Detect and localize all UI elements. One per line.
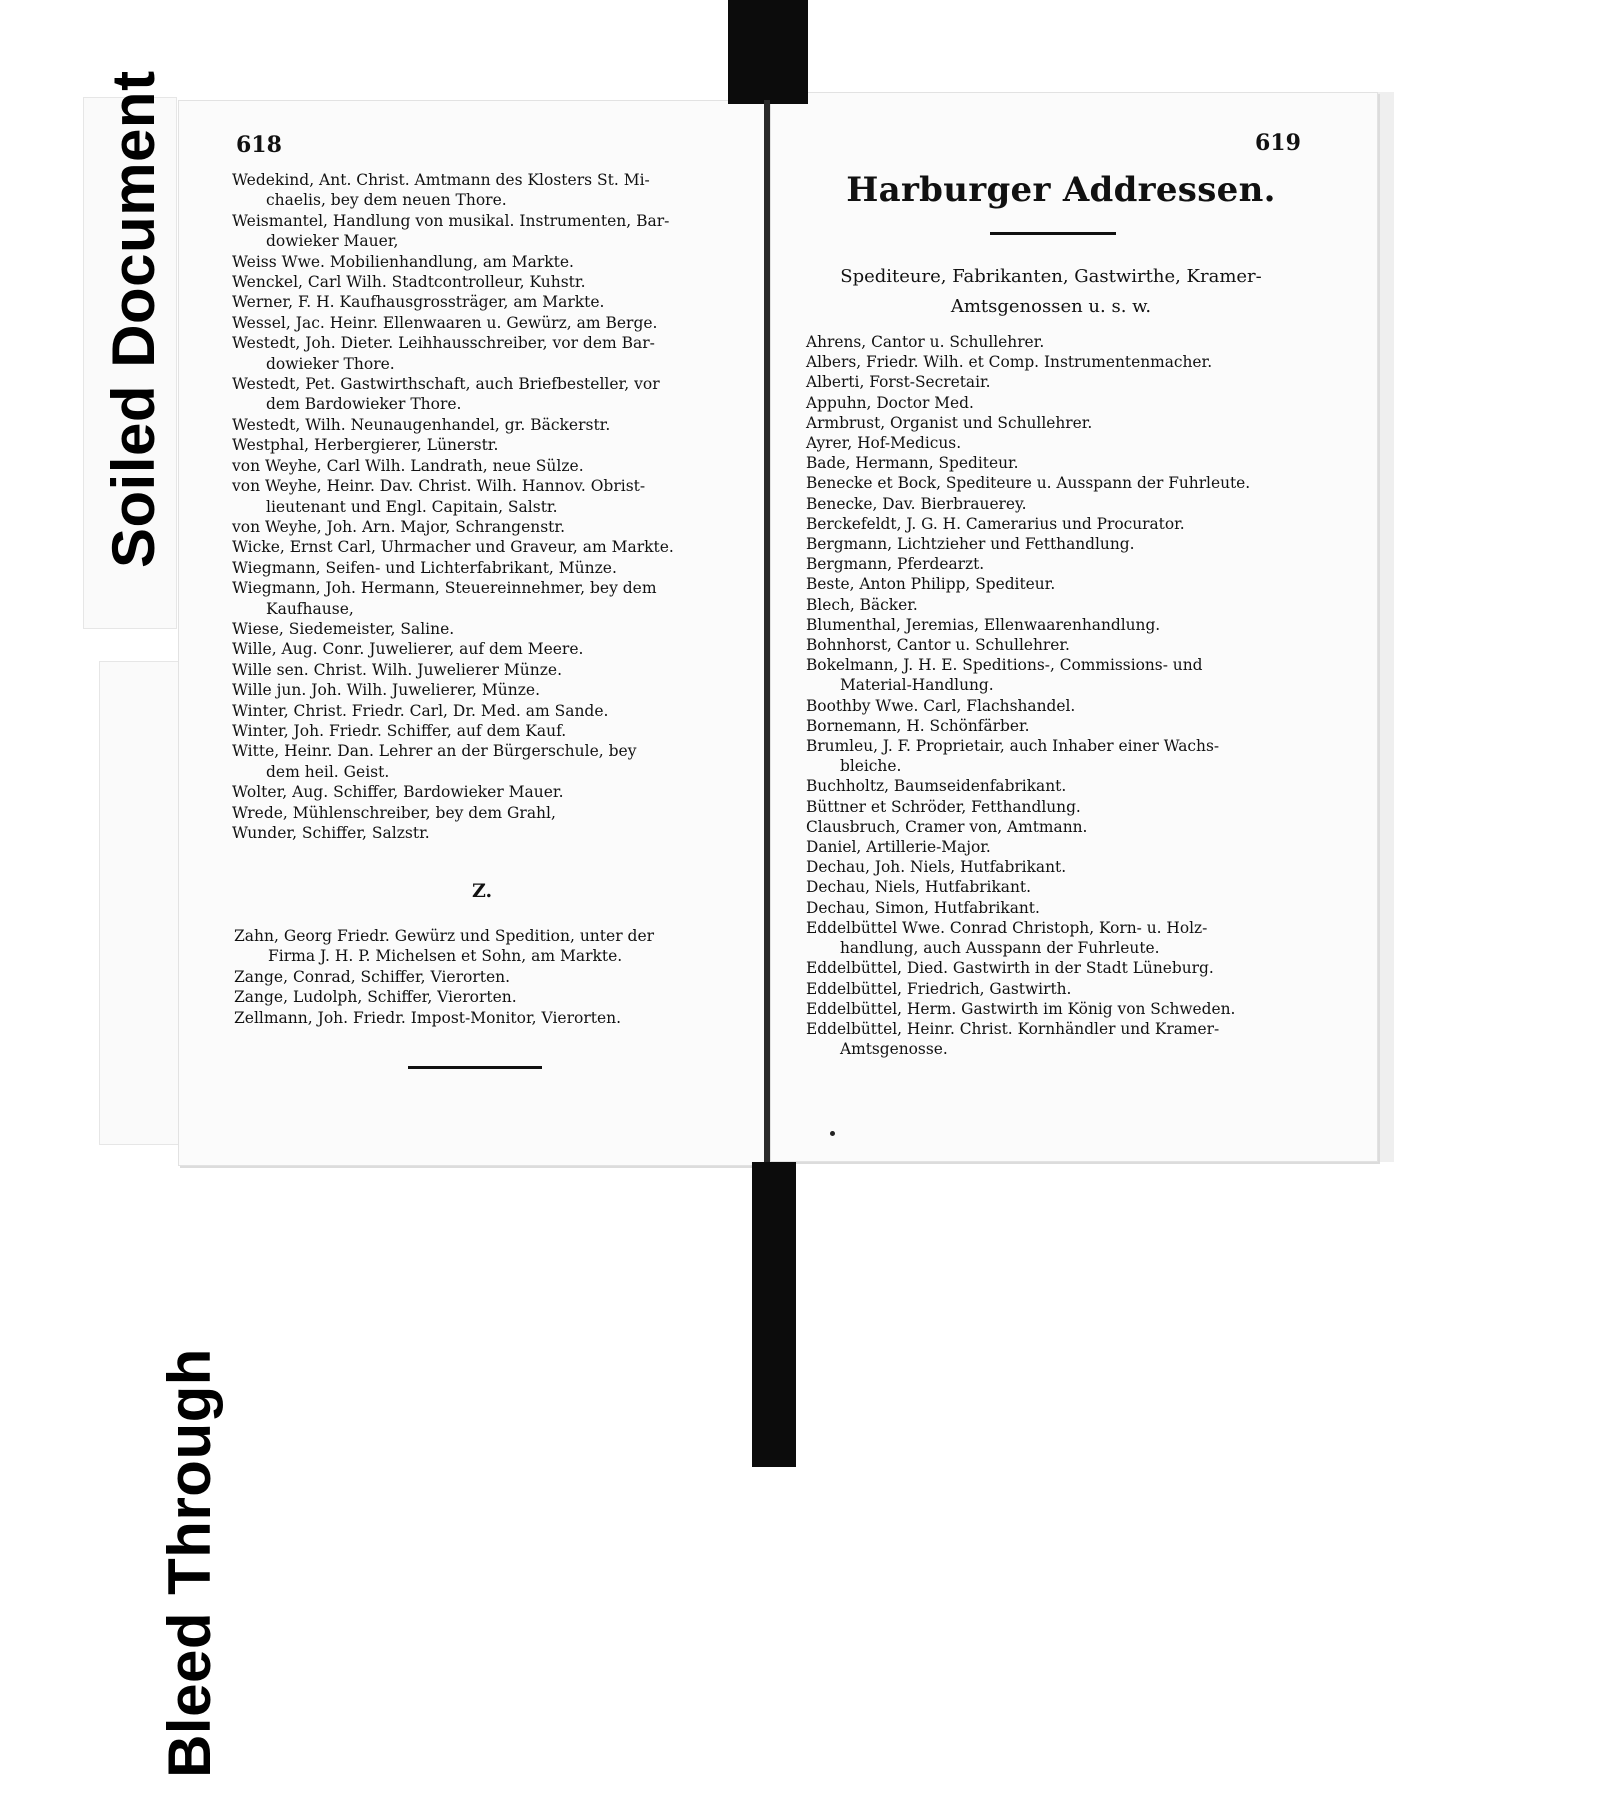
- list-item: Wiegmann, Joh. Hermann, Steuereinnehmer, bey dem: [232, 579, 657, 598]
- list-item-continuation: dem heil. Geist.: [266, 762, 390, 781]
- list-item: Wunder, Schiffer, Salzstr.: [232, 824, 430, 842]
- list-item: Buchholtz, Baumseidenfabrikant.: [806, 777, 1067, 796]
- list-item-continuation: bleiche.: [840, 757, 902, 776]
- list-item: Beste, Anton Philipp, Spediteur.: [806, 575, 1056, 594]
- list-item: von Weyhe, Joh. Arn. Major, Schrangenstr.: [232, 517, 566, 536]
- list-item-continuation: dem Bardowieker Thore.: [266, 395, 462, 414]
- list-item: Albers, Friedr. Wilh. et Comp. Instrumentenmacher.: [806, 353, 1213, 372]
- list-item: Bergmann, Pferdearzt.: [806, 555, 985, 574]
- list-item: Alberti, Forst-Secretair.: [806, 373, 991, 392]
- bleed-through-label-strip: [100, 662, 223, 1778]
- list-item: Blech, Bäcker.: [806, 595, 918, 614]
- list-item: Eddelbüttel, Died. Gastwirth in der Stadt Lüneburg.: [806, 959, 1214, 978]
- list-item: Westedt, Wilh. Neunaugenhandel, gr. Bäckerstr.: [232, 415, 611, 434]
- list-item: Wenckel, Carl Wilh. Stadtcontrolleur, Kuhstr.: [232, 273, 586, 292]
- list-item: Wessel, Jac. Heinr. Ellenwaaren u. Gewürz, am Berge.: [232, 313, 658, 332]
- soiled-document-label: Soiled Document: [100, 70, 167, 568]
- list-item: Berckefeldt, J. G. H. Camerarius und Procurator.: [806, 514, 1185, 533]
- book-gutter: [764, 100, 770, 1166]
- list-item-continuation: chaelis, bey dem neuen Thore.: [266, 191, 507, 210]
- list-item: Ayrer, Hof-Medicus.: [806, 434, 962, 453]
- list-item: Wille sen. Christ. Wilh. Juwelierer Münze.: [232, 660, 562, 679]
- list-item: Armbrust, Organist und Schullehrer.: [806, 413, 1093, 432]
- list-item-continuation: dowieker Thore.: [266, 354, 395, 373]
- list-item: Winter, Joh. Friedr. Schiffer, auf dem Kauf.: [232, 721, 567, 740]
- bleed-through-label: Bleed Through: [156, 1348, 223, 1778]
- list-item: Benecke, Dav. Bierbrauerey.: [806, 494, 1027, 513]
- list-item: Zange, Ludolph, Schiffer, Vierorten.: [234, 988, 517, 1007]
- list-item: Wiese, Siedemeister, Saline.: [232, 619, 455, 638]
- list-item: Eddelbüttel Wwe. Conrad Christoph, Korn- u. Holz-: [806, 918, 1208, 937]
- end-rule-left: [408, 1066, 542, 1069]
- list-item-continuation: Amtsgenosse.: [840, 1040, 948, 1059]
- section-heading-z: Z.: [472, 880, 493, 902]
- list-item: Bade, Hermann, Spediteur.: [806, 454, 1019, 473]
- list-item-continuation: Material-Handlung.: [840, 676, 994, 695]
- heading-rule: [990, 232, 1116, 235]
- list-item: Dechau, Joh. Niels, Hutfabrikant.: [806, 858, 1067, 877]
- list-item-continuation: handlung, auch Ausspann der Fuhrleute.: [840, 939, 1160, 958]
- list-item: Brumleu, J. F. Proprietair, auch Inhaber einer Wachs-: [806, 737, 1220, 756]
- list-item: Ahrens, Cantor u. Schullehrer.: [806, 333, 1045, 351]
- list-item: Daniel, Artillerie-Major.: [806, 838, 991, 857]
- page-subtitle: [802, 262, 1300, 322]
- list-item: Winter, Christ. Friedr. Carl, Dr. Med. am Sande.: [232, 701, 609, 720]
- list-item: von Weyhe, Carl Wilh. Landrath, neue Sülze.: [232, 456, 584, 475]
- list-item: Dechau, Simon, Hutfabrikant.: [806, 898, 1040, 917]
- list-item: Witte, Heinr. Dan. Lehrer an der Bürgerschule, bey: [232, 742, 637, 761]
- page-number-right: 619: [1255, 130, 1301, 156]
- list-item: Eddelbüttel, Friedrich, Gastwirth.: [806, 979, 1072, 998]
- page-number-left: 618: [236, 132, 282, 158]
- page-heading: Harburger Addressen.: [846, 170, 1276, 210]
- list-item: Boothby Wwe. Carl, Flachshandel.: [806, 696, 1076, 715]
- ink-speck: [830, 1131, 835, 1136]
- list-item: Wicke, Ernst Carl, Uhrmacher und Graveur, am Markte.: [232, 538, 674, 557]
- list-item: Wolter, Aug. Schiffer, Bardowieker Mauer.: [232, 783, 564, 802]
- left-entry-list: [232, 170, 752, 843]
- list-item-continuation: Firma J. H. P. Michelsen et Sohn, am Markte.: [268, 947, 623, 966]
- list-item: Wedekind, Ant. Christ. Amtmann des Klosters St. Mi-: [232, 171, 650, 189]
- list-item: Appuhn, Doctor Med.: [806, 393, 974, 412]
- binding-strap-top: [728, 0, 808, 104]
- subtitle-line: Spediteure, Fabrikanten, Gastwirthe, Kramer-: [840, 266, 1262, 287]
- list-item: Wrede, Mühlenschreiber, bey dem Grahl,: [232, 803, 556, 822]
- list-item: Benecke et Bock, Spediteure u. Ausspann der Fuhrleute.: [806, 474, 1251, 493]
- list-item: Dechau, Niels, Hutfabrikant.: [806, 878, 1031, 897]
- z-entry-list: [234, 926, 754, 1028]
- list-item: Bokelmann, J. H. E. Speditions-, Commissions- und: [806, 656, 1203, 675]
- soiled-document-label-strip: [84, 70, 176, 628]
- list-item: Zange, Conrad, Schiffer, Vierorten.: [234, 967, 511, 986]
- list-item: Bornemann, H. Schönfärber.: [806, 716, 1030, 735]
- list-item: Zahn, Georg Friedr. Gewürz und Spedition, unter der: [234, 927, 655, 945]
- right-entry-list: [806, 332, 1326, 1059]
- list-item: Bergmann, Lichtzieher und Fetthandlung.: [806, 535, 1135, 554]
- list-item-continuation: Kaufhause,: [266, 599, 354, 618]
- list-item: Westedt, Pet. Gastwirthschaft, auch Briefbesteller, vor: [232, 375, 660, 394]
- list-item: Westphal, Herbergierer, Lünerstr.: [232, 436, 499, 455]
- list-item: Büttner et Schröder, Fetthandlung.: [806, 797, 1081, 816]
- list-item: Weismantel, Handlung von musikal. Instrumenten, Bar-: [232, 211, 670, 230]
- list-item: Wiegmann, Seifen- und Lichterfabrikant, Münze.: [232, 558, 617, 577]
- subtitle-line: Amtsgenossen u. s. w.: [950, 296, 1152, 317]
- list-item: Wille jun. Joh. Wilh. Juwelierer, Münze.: [232, 681, 541, 700]
- list-item-continuation: dowieker Mauer,: [266, 232, 399, 251]
- list-item: Eddelbüttel, Heinr. Christ. Kornhändler und Kramer-: [806, 1019, 1220, 1038]
- list-item: Eddelbüttel, Herm. Gastwirth im König von Schweden.: [806, 999, 1236, 1018]
- list-item: von Weyhe, Heinr. Dav. Christ. Wilh. Hannov. Obrist-: [232, 477, 646, 496]
- list-item: Clausbruch, Cramer von, Amtmann.: [806, 817, 1088, 836]
- list-item: Werner, F. H. Kaufhausgrossträger, am Markte.: [232, 293, 605, 312]
- list-item-continuation: lieutenant und Engl. Capitain, Salstr.: [266, 497, 558, 516]
- list-item: Wille, Aug. Conr. Juwelierer, auf dem Meere.: [232, 640, 584, 659]
- binding-strap-bottom: [752, 1162, 796, 1467]
- list-item: Westedt, Joh. Dieter. Leihhausschreiber, vor dem Bar-: [232, 334, 655, 353]
- list-item: Weiss Wwe. Mobilienhandlung, am Markte.: [232, 252, 574, 271]
- list-item: Blumenthal, Jeremias, Ellenwaarenhandlung.: [806, 615, 1161, 634]
- list-item: Bohnhorst, Cantor u. Schullehrer.: [806, 636, 1070, 655]
- list-item: Zellmann, Joh. Friedr. Impost-Monitor, Vierorten.: [234, 1008, 622, 1027]
